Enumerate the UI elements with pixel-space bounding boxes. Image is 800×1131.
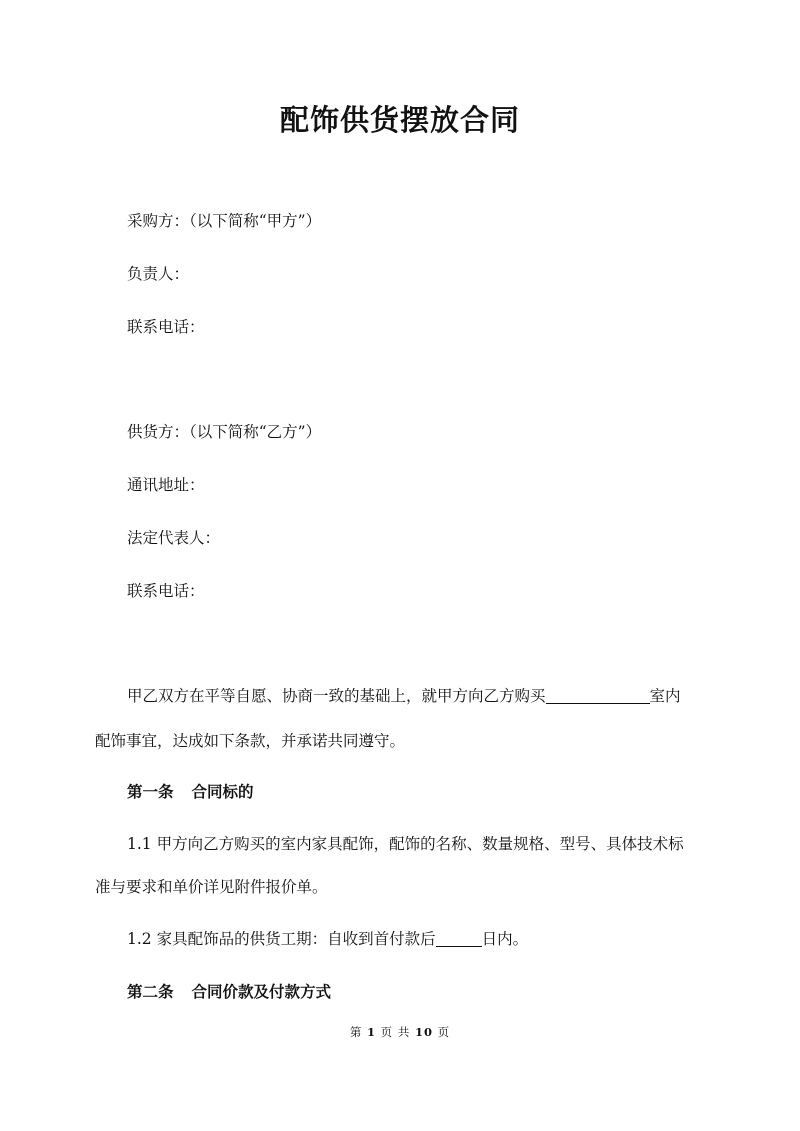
document-title: 配饰供货摆放合同 xyxy=(279,103,520,137)
footer-prefix: 第 xyxy=(349,1025,363,1039)
intro-text-part2: 室内 xyxy=(649,687,681,705)
clause-1-2-text-part2: 日内。 xyxy=(481,930,529,948)
intro-paragraph-line2: 配饰事宜，达成如下条款，并承诺共同遵守。 xyxy=(95,732,406,750)
party-a-phone: 联系电话： xyxy=(127,318,205,336)
supply-days-blank xyxy=(436,930,482,947)
party-b-label: 供货方：（以下简称“乙方”） xyxy=(127,423,322,441)
article1-title: 合同标的 xyxy=(191,783,254,801)
clause-1-1-line2: 准与要求和单价详见附件报价单。 xyxy=(95,878,328,896)
intro-text-part1: 甲乙双方在平等自愿、协商一致的基础上，就甲方向乙方购买 xyxy=(127,687,546,705)
page-footer xyxy=(0,1024,800,1040)
clause-1-1-line1: 1.1 甲方向乙方购买的室内家具配饰，配饰的名称、数量规格、型号、具体技术标 xyxy=(127,835,684,853)
footer-total-pages: 10 xyxy=(414,1025,433,1039)
intro-paragraph-line1 xyxy=(127,685,681,707)
footer-suffix: 页 xyxy=(437,1025,451,1039)
article1-heading xyxy=(127,781,254,803)
article2-heading xyxy=(127,981,331,1003)
clause-1-2 xyxy=(127,928,528,950)
party-b-phone: 联系电话： xyxy=(127,582,205,600)
article2-title: 合同价款及付款方式 xyxy=(191,983,332,1001)
party-b-legal-rep: 法定代表人： xyxy=(127,529,221,547)
article2-number: 第二条 xyxy=(127,983,174,1001)
purchase-item-blank xyxy=(546,687,650,704)
footer-middle: 页 共 xyxy=(380,1025,411,1039)
party-a-responsible: 负责人： xyxy=(127,265,190,283)
article1-number: 第一条 xyxy=(127,783,174,801)
footer-current-page: 1 xyxy=(367,1025,377,1039)
party-b-address: 通讯地址： xyxy=(127,476,205,494)
clause-1-2-text-part1: 1.2 家具配饰品的供货工期：自收到首付款后 xyxy=(127,930,436,948)
party-a-label: 采购方：（以下简称“甲方”） xyxy=(127,212,322,230)
